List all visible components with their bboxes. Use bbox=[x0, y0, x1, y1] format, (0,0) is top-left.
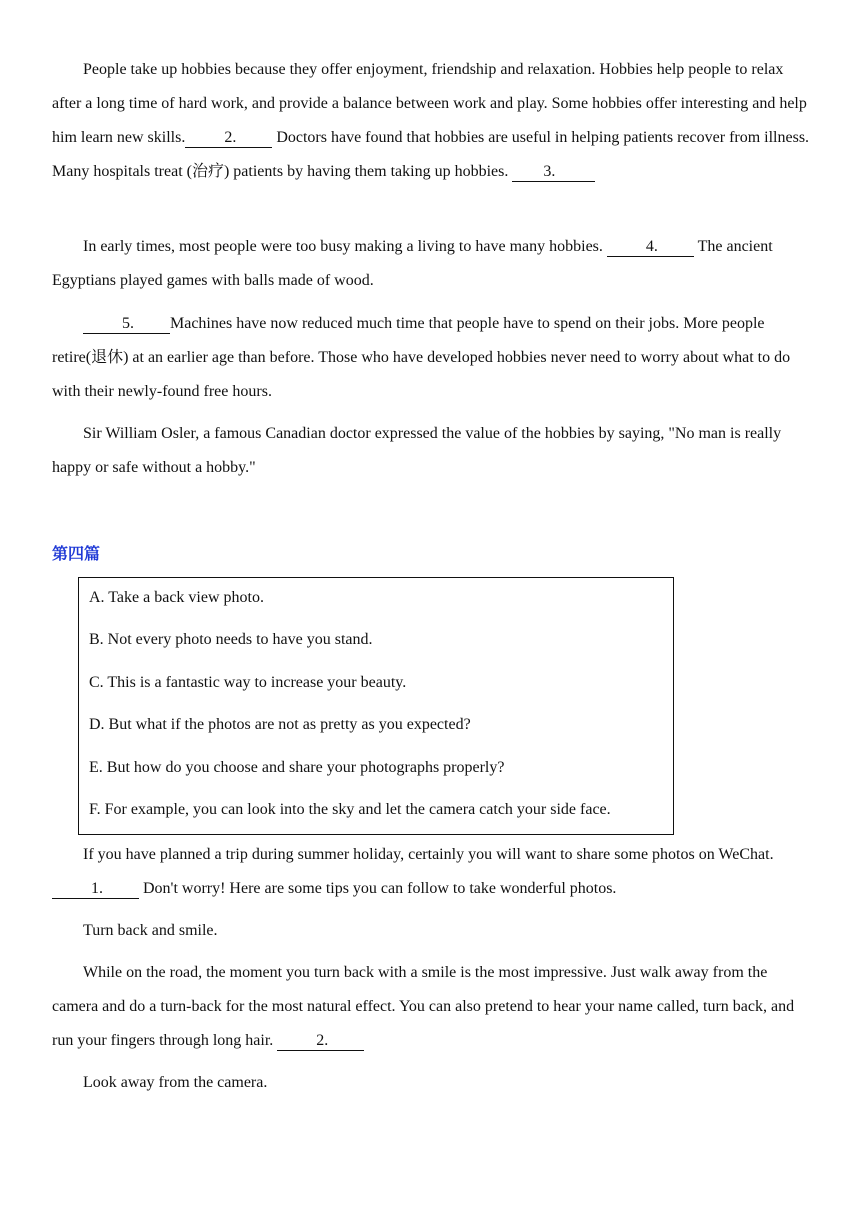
option-d: D. But what if the photos are not as pretty as you expected? bbox=[89, 716, 471, 733]
answer-blank-4[interactable]: 4. bbox=[607, 238, 694, 257]
paragraph-text: In early times, most people were too busy making a living to have many hobbies. bbox=[83, 238, 607, 255]
passage3-paragraph-2 bbox=[52, 230, 816, 298]
option-c: C. This is a fantastic way to increase your beauty. bbox=[89, 674, 407, 691]
answer-blank-3[interactable]: 3. bbox=[512, 163, 595, 182]
option-b: B. Not every photo needs to have you stand. bbox=[89, 631, 373, 648]
paragraph-text: While on the road, the moment you turn back with a smile is the most impressive. Just walk away from the camera and do a turn-back for the most natural effect. You can also pretend to hear your name called, turn back, and run your fingers through long hair. bbox=[52, 964, 795, 1049]
passage4-paragraph-2 bbox=[52, 956, 816, 1058]
answer-blank-2[interactable]: 2. bbox=[185, 129, 272, 148]
options-box bbox=[78, 577, 674, 835]
answer-blank-2[interactable]: 2. bbox=[277, 1032, 364, 1051]
paragraph-text: People take up hobbies because they offer enjoyment, friendship and relaxation. Hobbies help people to relax after a long time of hard work, and provide a balance between work and play. Some hobbies offer interesting and help him learn new skills. bbox=[52, 61, 807, 146]
answer-blank-1[interactable]: 1. bbox=[52, 880, 139, 899]
passage4-paragraph-1 bbox=[52, 838, 816, 906]
passage3-paragraph-3 bbox=[52, 307, 816, 409]
answer-blank-5[interactable]: 5. bbox=[83, 315, 170, 334]
tip-heading-2: Look away from the camera. bbox=[83, 1074, 268, 1091]
option-e: E. But how do you choose and share your photographs properly? bbox=[89, 759, 505, 776]
section-heading: 第四篇 bbox=[52, 546, 101, 563]
option-a: A. Take a back view photo. bbox=[89, 589, 264, 606]
paragraph-text: The ancient Egyptians played games with balls made of wood. bbox=[52, 238, 773, 289]
paragraph-text: Doctors have found that hobbies are useful in helping patients recover from illness. Many hospitals treat (治疗) patients by having them taking up hobbies. bbox=[52, 129, 810, 180]
option-f: F. For example, you can look into the sky and let the camera catch your side face. bbox=[89, 801, 611, 818]
passage3-paragraph-4: Sir William Osler, a famous Canadian doctor expressed the value of the hobbies by saying, "No man is really happy or safe without a hobby." bbox=[52, 425, 782, 476]
paragraph-text: If you have planned a trip during summer holiday, certainly you will want to share some photos on WeChat. bbox=[83, 846, 774, 863]
paragraph-text: Don't worry! Here are some tips you can follow to take wonderful photos. bbox=[139, 880, 617, 897]
passage3-paragraph-1 bbox=[52, 53, 816, 189]
paragraph-text: Machines have now reduced much time that people have to spend on their jobs. More people retire(退休) at an earlier age than before. Those who have developed hobbies never need to worry about what to do with their newly-found free hours. bbox=[52, 315, 791, 400]
tip-heading-1: Turn back and smile. bbox=[83, 922, 218, 939]
